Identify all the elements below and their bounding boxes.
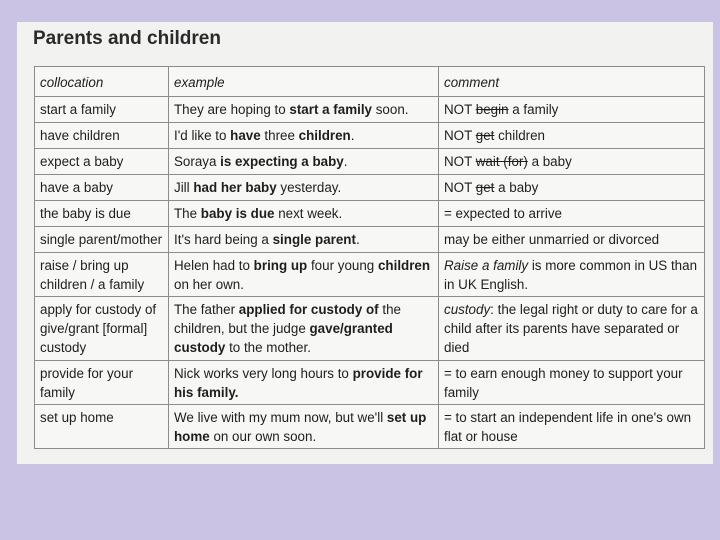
table-row (35, 405, 705, 449)
table-row (35, 361, 705, 405)
header-example: example (169, 67, 439, 97)
text-segment: to the mother. (225, 340, 311, 355)
comment-cell (439, 97, 705, 123)
text-segment: NOT (444, 154, 476, 169)
comment-cell (439, 361, 705, 405)
table-row (35, 149, 705, 175)
example-cell (169, 97, 439, 123)
text-segment: have (230, 128, 261, 143)
example-cell (169, 361, 439, 405)
table-row (35, 123, 705, 149)
text-segment: begin (475, 102, 509, 117)
text-segment: a family (508, 102, 559, 117)
collocation-cell: set up home (35, 405, 169, 449)
text-segment: had her baby (193, 180, 277, 195)
text-segment: three (260, 128, 299, 143)
text-segment: . (350, 128, 355, 143)
text-segment: on our own soon. (209, 429, 317, 444)
collocation-cell: provide for your family (35, 361, 169, 405)
text-segment: applied for custody of (238, 302, 379, 317)
text-segment: bring up (253, 258, 308, 273)
collocation-cell: have children (35, 123, 169, 149)
text-segment: We live with my mum now, but we'll (174, 410, 387, 425)
text-segment: custody (444, 302, 491, 317)
text-segment: = expected to arrive (444, 206, 562, 221)
table-row (35, 175, 705, 201)
text-segment: . (343, 154, 348, 169)
collocation-table (34, 66, 705, 449)
text-segment: four young (307, 258, 378, 273)
text-segment: gave/granted custody (174, 321, 393, 355)
collocation-cell: expect a baby (35, 149, 169, 175)
comment-cell (439, 297, 705, 361)
collocation-cell: single parent/mother (35, 227, 169, 253)
example-cell (169, 175, 439, 201)
collocation-cell: start a family (35, 97, 169, 123)
text-segment: Nick works very long hours to (174, 366, 353, 381)
text-segment: children (494, 128, 545, 143)
comment-cell (439, 175, 705, 201)
table-header-row (35, 67, 705, 97)
table-row (35, 227, 705, 253)
table-row (35, 201, 705, 227)
example-cell (169, 123, 439, 149)
example-cell (169, 405, 439, 449)
text-segment: wait (for) (475, 154, 528, 169)
text-segment: : the legal right or duty to care for a child after its parents have separated or died (444, 302, 698, 355)
table-row (35, 97, 705, 123)
table-row (35, 253, 705, 297)
text-segment: Soraya (174, 154, 221, 169)
text-segment: soon. (372, 102, 409, 117)
text-segment: get (475, 128, 495, 143)
text-segment: set up home (174, 410, 427, 444)
text-segment: NOT (444, 128, 476, 143)
text-segment: is more common in US than in UK English. (444, 258, 698, 292)
comment-cell (439, 123, 705, 149)
text-segment: a baby (494, 180, 539, 195)
example-cell (169, 297, 439, 361)
text-segment: NOT (444, 102, 476, 117)
table-row (35, 297, 705, 361)
collocation-cell: have a baby (35, 175, 169, 201)
text-segment: a baby (527, 154, 572, 169)
text-segment: children (298, 128, 351, 143)
example-cell (169, 149, 439, 175)
text-segment: children (377, 258, 431, 273)
text-segment: Jill (174, 180, 194, 195)
collocation-cell: the baby is due (35, 201, 169, 227)
collocation-cell: apply for custody of give/grant [formal] custody (35, 297, 169, 361)
text-segment: may be either unmarried or divorced (444, 232, 660, 247)
comment-cell (439, 253, 705, 297)
text-segment: Raise a family (444, 258, 529, 273)
example-cell (169, 253, 439, 297)
text-segment: baby is due (200, 206, 275, 221)
text-segment: The (174, 206, 201, 221)
text-segment: Helen had to (174, 258, 254, 273)
text-segment: next week. (274, 206, 343, 221)
textbook-page (17, 22, 713, 464)
text-segment: yesterday. (276, 180, 342, 195)
text-segment: They are hoping to (174, 102, 290, 117)
comment-cell (439, 201, 705, 227)
text-segment: provide for his family. (174, 366, 423, 400)
text-segment: is expecting a baby (220, 154, 344, 169)
text-segment: I'd like to (174, 128, 231, 143)
text-segment: get (475, 180, 495, 195)
example-cell (169, 227, 439, 253)
text-segment: start a family (289, 102, 373, 117)
text-segment: the children, but the judge (174, 302, 401, 336)
text-segment: It's hard being a (174, 232, 273, 247)
comment-cell (439, 149, 705, 175)
example-cell (169, 201, 439, 227)
text-segment: NOT (444, 180, 476, 195)
comment-cell (439, 405, 705, 449)
comment-cell (439, 227, 705, 253)
text-segment: . (355, 232, 360, 247)
header-comment: comment (439, 67, 705, 97)
text-segment: single parent (272, 232, 356, 247)
section-heading: Parents and children (33, 28, 221, 49)
text-segment: = to earn enough money to support your family (444, 366, 683, 400)
text-segment: = to start an independent life in one's own flat or house (444, 410, 692, 444)
header-collocation: collocation (35, 67, 169, 97)
collocation-cell: raise / bring up children / a family (35, 253, 169, 297)
text-segment: on her own. (174, 277, 244, 292)
text-segment: The father (174, 302, 239, 317)
